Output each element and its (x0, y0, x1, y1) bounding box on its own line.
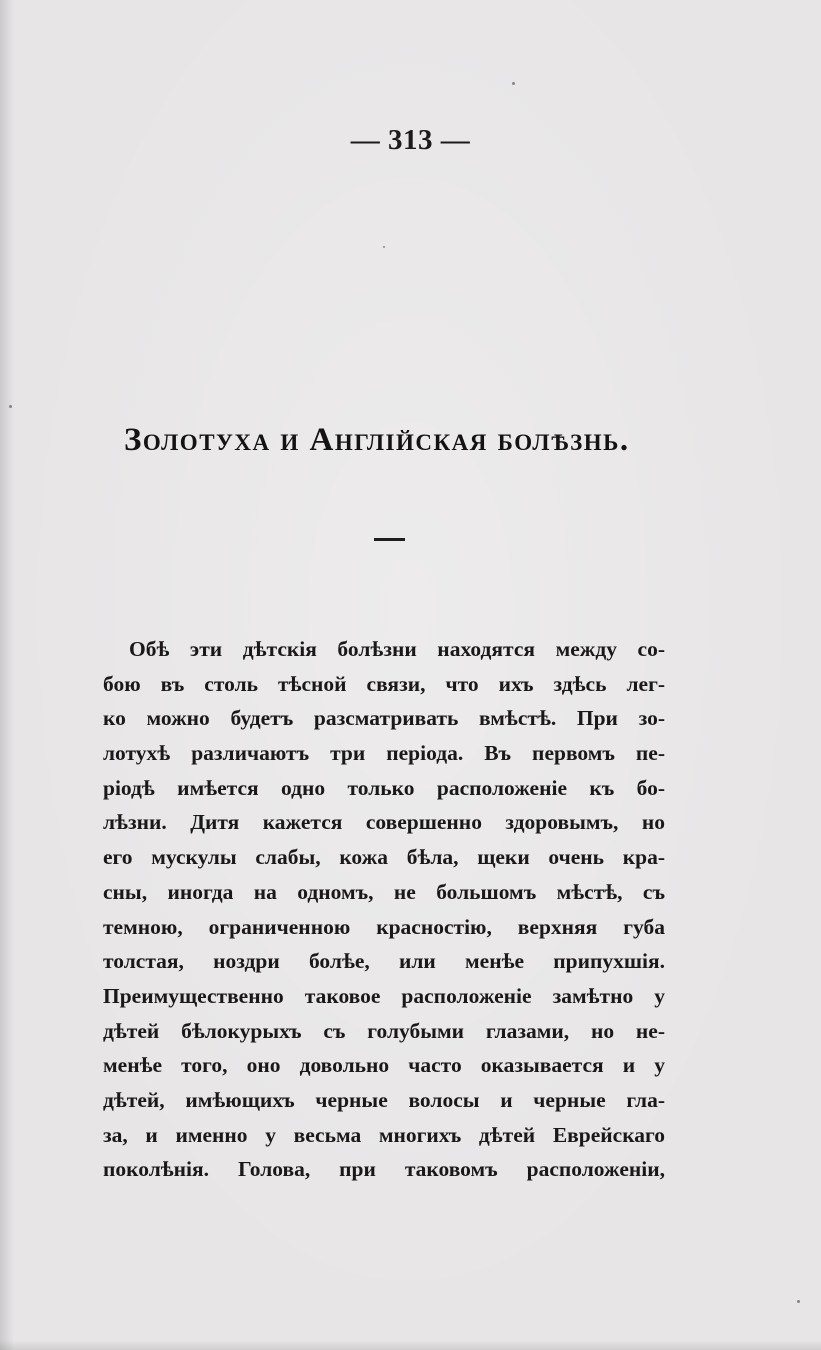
text-line: менѣе того, оно довольно часто оказывается и у (103, 1053, 665, 1078)
text-line: за, и именно у весьма многихъ дѣтей Еврейскаго (103, 1122, 665, 1147)
text-line: Преимущественно таковое расположеніе замѣтно у (103, 983, 665, 1008)
text-line: поколѣнія. Голова, при таковомъ расположеніи, (103, 1157, 665, 1182)
chapter-heading: Золотуха и Англійская болѣзнь. (124, 422, 630, 458)
paper-speck (9, 405, 12, 408)
section-rule (374, 538, 405, 541)
text-line: Обѣ эти дѣтскія болѣзни находятся между со- (129, 637, 665, 661)
text-line: дѣтей, имѣющихъ черные волосы и черные гла- (103, 1087, 665, 1112)
paper-speck (512, 82, 515, 85)
text-line: ріодѣ имѣется одно только расположеніе къ бо- (103, 775, 665, 800)
text-line: бою въ столь тѣсной связи, что ихъ здѣсь лег- (103, 671, 665, 696)
text-line: толстая, ноздри болѣе, или менѣе припухшія. (103, 949, 665, 974)
page-bottom-edge (0, 1340, 821, 1350)
text-line: темною, ограниченною красностію, верхняя губа (103, 914, 665, 939)
page-number: — 313 — (350, 124, 471, 156)
text-line: ко можно будетъ разсматривать вмѣстѣ. При зо- (103, 706, 665, 731)
text-line: дѣтей бѣлокурыхъ съ голубыми глазами, но не- (103, 1018, 665, 1043)
text-line: лотухѣ различаютъ три періода. Въ первомъ пе- (103, 741, 665, 766)
text-line: его мускулы слабы, кожа бѣла, щеки очень кра- (103, 845, 665, 870)
paper-speck (797, 1300, 800, 1303)
paper-speck (383, 246, 385, 248)
body-paragraph (103, 632, 665, 1187)
text-line: лѣзни. Дитя кажется совершенно здоровымъ, но (103, 810, 665, 835)
page-gutter-shadow (0, 0, 14, 1350)
text-line: сны, иногда на одномъ, не большомъ мѣстѣ, съ (103, 879, 665, 904)
